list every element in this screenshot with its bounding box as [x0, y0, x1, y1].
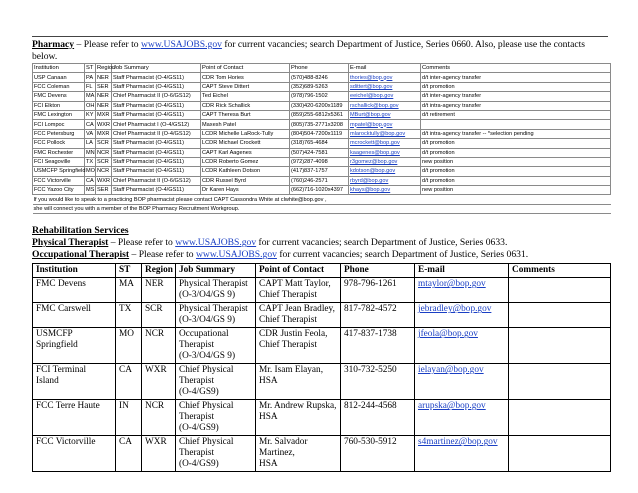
pharmacy-note: she will connect you with a member of the BOP Pharmacy Recruitment Workgroup. — [33, 204, 611, 213]
rehab-header-phone: Phone — [341, 264, 415, 278]
pharmacy-cell-region: SCR — [96, 139, 112, 148]
table-row — [33, 139, 611, 148]
rehab-cell-email — [415, 303, 509, 328]
rehab-cell-institution — [33, 400, 116, 436]
pharmacy-cell-point-of-contact: CAPT Theresa Burt — [201, 110, 290, 119]
pharmacy-cell-comments: d/t promotion — [421, 139, 611, 148]
pharmacy-cell-state: CA — [86, 121, 94, 128]
ot-usajobs-link[interactable]: www.USAJOBS.gov — [195, 249, 277, 261]
cell-line: FCC Victorville — [36, 437, 96, 448]
cell-line: FCI Terminal — [36, 365, 87, 376]
rehab-cell-region: NCR — [142, 328, 176, 364]
pharmacy-cell-phone: (972)287-4098 — [290, 157, 349, 166]
table-row — [33, 92, 611, 101]
pharmacy-cell-state: CA — [86, 177, 94, 184]
email-link[interactable]: eeichel@bop.gov — [350, 93, 394, 100]
cell-line: USMCFP — [36, 329, 73, 340]
cell-line: FMC Devens — [36, 279, 86, 290]
cell-line: (O-3/O4/GS 9) — [179, 351, 236, 362]
pharmacy-cell-phone: (330)420-6200x1189 — [290, 101, 349, 110]
pharmacy-cell-job-summary: Staff Pharmacist (O-4/GS11) — [112, 139, 201, 148]
email-link[interactable]: rbyrd@bop.gov — [350, 177, 389, 184]
rehab-cell-phone: 978-796-1261 — [341, 278, 415, 303]
pharmacy-cell-email — [349, 82, 421, 91]
rehab-cell-phone: 310-732-5250 — [341, 364, 415, 400]
cell-line: Chief Physical — [179, 401, 234, 412]
pharmacy-cell-region: MXR — [96, 110, 112, 119]
rehab-cell-state: TX — [116, 303, 142, 328]
pharmacy-cell-email — [349, 157, 421, 166]
rehab-cell-point-of-contact — [256, 303, 341, 328]
cell-line: HSA — [259, 412, 278, 423]
pharmacy-cell-phone: (859)255-6812x5361 — [290, 110, 349, 119]
rehab-cell-point-of-contact — [256, 436, 341, 472]
pharmacy-cell-job-summary: Staff Pharmacist (O-4/GS11) — [112, 148, 201, 157]
pharmacy-cell-email — [349, 92, 421, 101]
email-link[interactable]: ielayan@bop.gov — [418, 365, 484, 376]
table-row — [33, 303, 611, 328]
rehab-cell-region: WXR — [142, 436, 176, 472]
pharmacy-heading: Pharmacy — [32, 39, 75, 50]
cell-line: Martinez, — [259, 448, 295, 459]
pharmacy-cell-state: MA — [86, 93, 95, 100]
pharmacy-cell-comments: d/t promotion — [421, 148, 611, 157]
cell-line: Springfield — [36, 340, 78, 351]
rehab-table — [32, 263, 611, 472]
rehab-cell-region: NCR — [142, 400, 176, 436]
pharmacy-cell-phone: (570)488-8246 — [290, 73, 349, 82]
pharmacy-table — [32, 63, 611, 214]
rehab-cell-comments — [509, 328, 611, 364]
pharmacy-cell-comments: d/t promotion — [421, 167, 611, 176]
email-link[interactable]: mlarocktully@bop.gov — [350, 130, 406, 137]
cell-line: (O-4/GS9) — [179, 459, 219, 470]
pharmacy-cell-institution: FCC Petersburg — [33, 129, 85, 138]
pharmacy-cell-institution: FCI Lompoc — [33, 120, 85, 129]
cell-line: Chief Physical — [179, 365, 234, 376]
pharmacy-cell-state: FL — [85, 82, 96, 91]
pharmacy-cell-institution: FCC Coleman — [33, 82, 85, 91]
top-rule — [32, 36, 608, 37]
rehab-cell-comments — [509, 364, 611, 400]
ot-text-before: – Please refer to — [129, 249, 196, 261]
pharmacy-cell-comments: d/t inter-agency transfer — [421, 92, 611, 101]
pharmacy-cell-point-of-contact: LCDR Michelle LaRock-Tully — [201, 129, 290, 138]
email-link[interactable]: kdotson@bop.gov — [350, 168, 396, 175]
pharmacy-cell-region: SER — [96, 186, 112, 195]
pharmacy-cell-point-of-contact: Dr Karen Hays — [201, 186, 290, 195]
pharmacy-cell-point-of-contact: LCDR Michael Crockett — [201, 139, 290, 148]
pharmacy-header-region: Region — [97, 65, 116, 72]
rehab-cell-job-summary — [176, 364, 256, 400]
pharmacy-cell-job-summary: Staff Pharmacist (O-4/GS11) — [112, 73, 201, 82]
pharmacy-cell-point-of-contact: CDR Tom Hories — [201, 73, 290, 82]
cell-line: HSA — [259, 376, 278, 387]
pharmacy-cell-point-of-contact: LCDR Kathleen Dotson — [201, 167, 290, 176]
rehab-cell-phone: 760-530-5912 — [341, 436, 415, 472]
pharmacy-usajobs-link[interactable]: www.USAJOBS.gov — [140, 39, 222, 50]
table-row — [33, 73, 611, 82]
pharmacy-cell-state: LA — [85, 139, 96, 148]
ot-label: Occupational Therapist — [32, 249, 130, 261]
pharmacy-cell-point-of-contact: LCDR Roberto Gomez — [201, 157, 290, 166]
pharmacy-cell-email — [349, 186, 421, 195]
email-link[interactable]: rschallick@bop.gov — [350, 102, 399, 109]
table-row — [33, 186, 611, 195]
rehab-cell-comments — [509, 278, 611, 303]
pharmacy-header-email: E-mail — [349, 64, 421, 73]
pharmacy-cell-job-summary: Chief Pharmacist II (O-6/GS12) — [112, 92, 201, 101]
cell-line: (O-4/GS9) — [179, 387, 219, 398]
rehab-header-email: E-mail — [415, 264, 509, 278]
cell-line: FCC Terre Haute — [36, 401, 100, 412]
rehab-cell-state: IN — [116, 400, 142, 436]
cell-line: Therapist — [179, 340, 215, 351]
pharmacy-cell-email — [349, 73, 421, 82]
pharmacy-cell-comments: d/t inter-agency transfer — [421, 73, 611, 82]
rehab-cell-institution — [33, 364, 116, 400]
pharmacy-cell-institution: FCC Victorville — [33, 176, 85, 185]
rehab-header-comments: Comments — [509, 264, 611, 278]
pharmacy-cell-email — [349, 167, 421, 176]
pharmacy-cell-region: NER — [96, 92, 112, 101]
pt-text-after: for current vacancies; search Department of Justice, Series 0633. — [256, 237, 508, 249]
rehab-cell-institution — [33, 328, 116, 364]
cell-line: (O-3/O4/GS 9) — [179, 290, 236, 301]
cell-line: Physical Therapist — [179, 279, 248, 290]
rehab-cell-region: WXR — [142, 364, 176, 400]
pharmacy-cell-job-summary: Chief Pharmacist II (O-6/GS12) — [112, 176, 201, 185]
pharmacy-cell-comments: d/t intra-agency transfer — [421, 101, 611, 110]
pharmacy-cell-point-of-contact: Maxesh Patel — [201, 120, 290, 129]
email-link[interactable]: s4martinez@bop.gov — [418, 437, 498, 448]
pharmacy-text-before: – Please refer to — [74, 39, 141, 50]
ot-text-after: for current vacancies; search Department of Justice, Series 0631. — [276, 249, 529, 261]
pharmacy-cell-institution: FMC Lexington — [33, 110, 85, 119]
pharmacy-cell-job-summary: Staff Pharmacist (O-4/GS11) — [112, 82, 201, 91]
pharmacy-cell-comments: d/t promotion — [421, 82, 611, 91]
pharmacy-cell-email — [349, 139, 421, 148]
rehab-cell-point-of-contact — [256, 400, 341, 436]
pharmacy-cell-job-summary: Staff Pharmacist (O-4/GS11) — [112, 110, 201, 119]
table-row — [33, 278, 611, 303]
pharmacy-cell-email — [349, 176, 421, 185]
pharmacy-cell-state: MO — [86, 168, 96, 175]
table-row — [33, 110, 611, 119]
pharmacy-cell-phone: (978)796-1502 — [290, 92, 349, 101]
pharmacy-note-row — [33, 204, 611, 213]
pt-label: Physical Therapist — [32, 237, 109, 249]
table-row — [33, 176, 611, 185]
rehab-cell-email — [415, 328, 509, 364]
rehab-cell-comments — [509, 400, 611, 436]
rehab-cell-institution — [33, 303, 116, 328]
pharmacy-cell-email — [349, 129, 421, 138]
rehab-cell-email — [415, 364, 509, 400]
pharmacy-cell-region: NER — [96, 73, 112, 82]
pt-text-before: – Please refer to — [108, 237, 176, 249]
cell-line: Physical Therapist — [179, 304, 248, 315]
pharmacy-cell-job-summary: Chief Pharmacist II (O-4/GS12) — [112, 129, 201, 138]
pharmacy-cell-phone: (804)504-7200x1119 — [290, 129, 349, 138]
rehab-cell-job-summary — [176, 400, 256, 436]
rehab-cell-email — [415, 436, 509, 472]
table-row — [33, 101, 611, 110]
pharmacy-cell-job-summary: Chief Pharmacist I (O-4/GS12) — [112, 120, 201, 129]
email-link[interactable]: MBurt@bop.gov — [350, 112, 391, 119]
rehab-header-row — [33, 264, 611, 278]
rehab-cell-region: SCR — [142, 303, 176, 328]
pharmacy-cell-state: KY — [85, 110, 96, 119]
table-row — [33, 400, 611, 436]
pharmacy-text-after: for current vacancies; search Department of Justice, Series 0660. Also, please use the contacts below. — [32, 39, 586, 62]
table-row — [33, 82, 611, 91]
ot-line — [32, 249, 608, 261]
pharmacy-cell-email — [349, 101, 421, 110]
pharmacy-cell-point-of-contact: CDR Russel Byrd — [201, 176, 290, 185]
pharmacy-cell-comments: new position — [421, 186, 611, 195]
pharmacy-header-institution: Institution — [33, 64, 85, 73]
cell-line: Chief Therapist — [259, 315, 317, 326]
email-link[interactable]: thories@bop.gov — [350, 74, 393, 81]
pharmacy-cell-point-of-contact: CAPT Steve Dittert — [201, 82, 290, 91]
pharmacy-cell-region: WXR — [97, 121, 111, 128]
rehab-cell-state: MO — [116, 328, 142, 364]
rehab-cell-state: MA — [116, 278, 142, 303]
rehab-cell-comments — [509, 303, 611, 328]
pharmacy-cell-comments — [421, 120, 611, 129]
cell-line: Occupational — [179, 329, 229, 340]
pharmacy-header-row — [33, 64, 611, 73]
email-link[interactable]: sdittert@bop.gov — [350, 83, 393, 90]
pharmacy-cell-institution: USMCFP Springfield — [34, 168, 86, 175]
rehab-header-institution: Institution — [33, 264, 116, 278]
table-row — [33, 167, 611, 176]
pharmacy-cell-comments: d/t retirement — [421, 110, 611, 119]
pharmacy-cell-state: VA — [85, 129, 96, 138]
rehab-cell-job-summary — [176, 436, 256, 472]
pharmacy-cell-institution: FCC Yazoo City — [33, 186, 85, 195]
rehab-cell-job-summary — [176, 328, 256, 364]
cell-line: CDR Justin Feola, — [259, 329, 328, 340]
rehab-cell-email — [415, 278, 509, 303]
rehab-cell-state: CA — [116, 364, 142, 400]
pharmacy-cell-job-summary: Staff Pharmacist (O-4/GS11) — [112, 186, 201, 195]
pharmacy-cell-job-summary: Staff Pharmacist (O-4/GS11) — [112, 167, 201, 176]
cell-line: Chief Therapist — [259, 340, 317, 351]
pharmacy-cell-state: OH — [86, 102, 95, 109]
rehab-cell-institution — [33, 436, 116, 472]
cell-line: Therapist — [179, 412, 215, 423]
pharmacy-cell-phone: (805)735-2771x3208 — [290, 120, 349, 129]
pharmacy-cell-email — [349, 120, 421, 129]
email-link[interactable]: r3gomez@bop.gov — [350, 159, 398, 166]
pharmacy-header-job-summary: Job Summary — [112, 64, 201, 73]
rehab-cell-point-of-contact — [256, 328, 341, 364]
pharmacy-cell-region: NCR — [96, 167, 112, 176]
cell-line: CAPT Matt Taylor, — [259, 279, 331, 290]
pharmacy-cell-region: MXR — [96, 129, 112, 138]
table-row — [33, 129, 611, 138]
pharmacy-cell-point-of-contact: Ted Eichel — [201, 92, 290, 101]
pharmacy-cell-state: TX — [85, 157, 96, 166]
pt-usajobs-link[interactable]: www.USAJOBS.gov — [175, 237, 257, 249]
table-row — [33, 436, 611, 472]
rehab-cell-phone: 817-782-4572 — [341, 303, 415, 328]
pharmacy-cell-state: MN — [86, 149, 95, 156]
pharmacy-cell-region: SCR — [96, 157, 112, 166]
pharmacy-cell-state: PA — [85, 73, 96, 82]
table-row — [33, 364, 611, 400]
rehab-header-job-summary: Job Summary — [176, 264, 256, 278]
email-link[interactable]: jebradley@bop.gov — [418, 304, 492, 315]
cell-line: Island — [36, 376, 59, 387]
pharmacy-cell-region: SER — [96, 82, 112, 91]
table-row — [33, 148, 611, 157]
pharmacy-header-phone: Phone — [290, 64, 349, 73]
pharmacy-cell-state: MS — [86, 187, 95, 194]
cell-line: Mr. Isam Elayan, — [259, 365, 324, 376]
pharmacy-cell-comments: d/t intra-agency transfer -- *selection pending — [421, 129, 611, 138]
cell-line: (O-3/O4/GS 9) — [179, 315, 236, 326]
rehab-header-region: Region — [142, 264, 176, 278]
pharmacy-header-state: ST — [85, 64, 96, 73]
cell-line: Mr. Andrew Rupska, — [259, 401, 337, 412]
pharmacy-cell-institution: USP Canaan — [33, 73, 85, 82]
table-row — [33, 328, 611, 364]
pharmacy-cell-institution: FCC Pollock — [33, 139, 85, 148]
pharmacy-cell-comments: new position — [421, 157, 611, 166]
email-link[interactable]: mcrockett@bop.gov — [350, 140, 400, 147]
table-row — [33, 120, 611, 129]
rehab-cell-job-summary — [176, 303, 256, 328]
rehab-cell-email — [415, 400, 509, 436]
pharmacy-header-point-of-contact: Point of Contact — [201, 64, 290, 73]
pharmacy-cell-point-of-contact: CDR Rick Schallick — [201, 101, 290, 110]
table-row — [33, 157, 611, 166]
cell-line: Therapist — [179, 448, 215, 459]
pharmacy-cell-comments: d/t promotion — [421, 176, 611, 185]
pharmacy-cell-email — [349, 148, 421, 157]
cell-line: Mr. Salvador — [259, 437, 308, 448]
pharmacy-cell-phone: (417)837-1757 — [290, 167, 349, 176]
pharmacy-cell-institution: FCI Seagoville — [33, 157, 85, 166]
rehab-cell-point-of-contact — [256, 364, 341, 400]
rehab-heading: Rehabilitation Services — [32, 225, 129, 237]
cell-line: Therapist — [179, 376, 215, 387]
pharmacy-cell-institution: FMC Rochester — [33, 148, 85, 157]
rehab-cell-job-summary — [176, 278, 256, 303]
rehab-cell-state: CA — [116, 436, 142, 472]
pharmacy-cell-institution: FCI Elkton — [33, 101, 85, 110]
rehab-cell-point-of-contact — [256, 278, 341, 303]
email-link[interactable]: khays@bop.gov — [350, 187, 391, 194]
pharmacy-cell-region: NER — [96, 101, 112, 110]
pharmacy-cell-phone: (507)424-7581 — [290, 148, 349, 157]
pharmacy-note: If you would like to speak to a practicing BOP pharmacist please contact CAPT Cassondra White at clwhite@bop.gov , — [33, 195, 611, 204]
pharmacy-cell-phone: (318)765-4684 — [290, 139, 349, 148]
cell-line: HSA — [259, 459, 278, 470]
email-link[interactable]: jfeola@bop.gov — [418, 329, 478, 340]
pharmacy-header-comments: Comments — [421, 64, 611, 73]
pharmacy-cell-email — [349, 110, 421, 119]
rehab-cell-region: NER — [142, 278, 176, 303]
cell-line: FMC Carswell — [36, 304, 92, 315]
email-link[interactable]: mpatel@bop.gov — [350, 121, 393, 128]
pharmacy-cell-job-summary: Staff Pharmacist (O-4/GS11) — [112, 101, 201, 110]
rehab-cell-phone: 812-244-4568 — [341, 400, 415, 436]
cell-line: CAPT Jean Bradley, — [259, 304, 335, 315]
rehab-cell-institution — [33, 278, 116, 303]
pharmacy-cell-point-of-contact: CAPT Karl Aagenes — [201, 148, 290, 157]
cell-line: (O-4/GS9) — [179, 423, 219, 434]
pharmacy-cell-region: NCR — [96, 148, 112, 157]
pharmacy-cell-phone: (760)246-2571 — [290, 176, 349, 185]
pt-line — [32, 237, 608, 249]
rehab-cell-phone: 417-837-1738 — [341, 328, 415, 364]
cell-line: Chief Physical — [179, 437, 234, 448]
pharmacy-cell-phone: (662)716-1020x4397 — [290, 186, 349, 195]
email-link[interactable]: mtaylor@bop.gov — [418, 279, 486, 290]
pharmacy-cell-institution: FMC Devens — [33, 92, 85, 101]
document-page — [32, 36, 608, 472]
cell-line: Chief Therapist — [259, 290, 317, 301]
pharmacy-intro — [32, 39, 608, 63]
email-link[interactable]: arupska@bop.gov — [418, 401, 486, 412]
email-link[interactable]: kaagenes@bop.gov — [350, 149, 400, 156]
pharmacy-cell-phone: (352)689-5263 — [290, 82, 349, 91]
pharmacy-cell-job-summary: Staff Pharmacist (O-4/GS11) — [112, 157, 201, 166]
rehab-header-point-of-contact: Point of Contact — [256, 264, 341, 278]
rehab-header-state: ST — [116, 264, 142, 278]
rehab-cell-comments — [509, 436, 611, 472]
pharmacy-note-row — [33, 195, 611, 204]
pharmacy-cell-region: WXR — [97, 177, 111, 184]
